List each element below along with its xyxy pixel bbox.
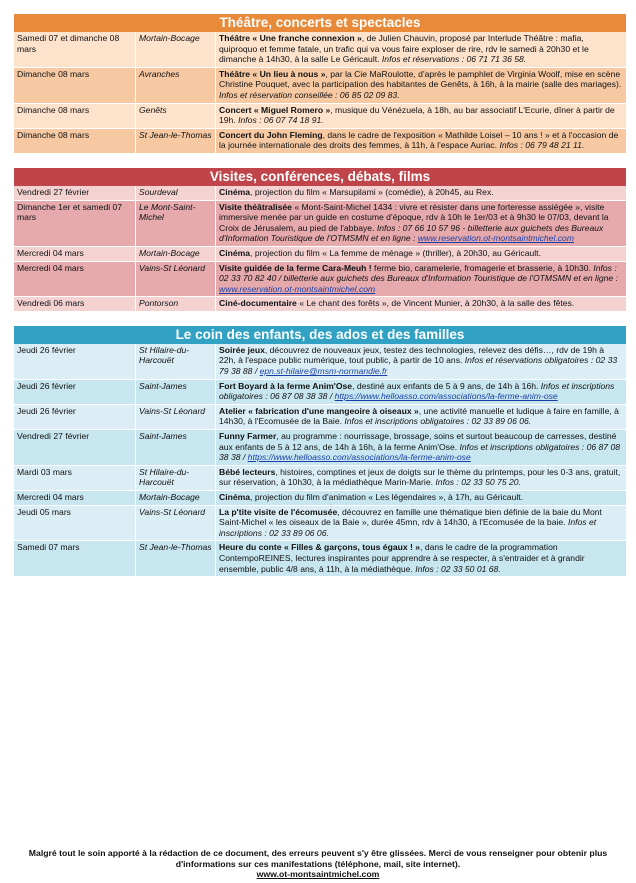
- event-description: [216, 67, 627, 103]
- event-date: Jeudi 26 février: [14, 344, 136, 379]
- event-row: [14, 491, 626, 506]
- section-title: Théâtre, concerts et spectacles: [14, 14, 626, 32]
- event-row: [14, 297, 626, 312]
- event-place: Vains-St Léonard: [136, 261, 216, 297]
- event-text: , par la Cie MaRoulotte, d'après le pamphlet de Virginia Woolf, mise en scène Christine Pouquet, avec la participation des habitantes de Genêts, à 16h, à la mairie (salle des mariages).: [219, 68, 622, 90]
- section-title: Visites, conférences, débats, films: [14, 168, 626, 186]
- event-title: Cinéma: [219, 186, 251, 197]
- event-info: Infos et inscriptions obligatoires : 06 87 08 38 38 /: [219, 441, 621, 463]
- event-title: Concert du John Fleming: [219, 129, 323, 140]
- event-text: , projection du film d'animation « Les légendaires », à 17h, au Géricault.: [250, 492, 524, 502]
- event-title: Soirée jeux: [219, 344, 265, 355]
- event-description: [216, 465, 627, 490]
- event-date: Jeudi 26 février: [14, 379, 136, 404]
- event-description: [216, 541, 627, 577]
- event-place: St Hilaire-du-Harcouët: [136, 344, 216, 379]
- event-title: Concert « Miguel Romero »: [219, 104, 331, 115]
- event-place: St Jean-le-Thomas: [136, 128, 216, 153]
- event-date: Dimanche 08 mars: [14, 103, 136, 128]
- event-title: Atelier « fabrication d'une mangeoire à oiseaux »: [219, 405, 419, 416]
- event-row: [14, 186, 626, 200]
- event-date: Mardi 03 mars: [14, 465, 136, 490]
- event-place: Vains-St Léonard: [136, 404, 216, 429]
- event-link[interactable]: https://www.helloasso.com/associations/la-ferme-anim-ose: [247, 452, 471, 463]
- event-description: [216, 430, 627, 466]
- event-place: St Hilaire-du-Harcouët: [136, 465, 216, 490]
- event-place: Saint-James: [136, 379, 216, 404]
- section-enfants: [14, 326, 626, 577]
- event-row: [14, 32, 626, 67]
- event-row: [14, 541, 626, 577]
- event-title: Cinéma: [219, 247, 251, 258]
- event-row: [14, 505, 626, 541]
- event-text: , une activité manuelle et ludique à faire en famille, à 14h30, à l'Ecomusée de la Baie.: [219, 405, 619, 427]
- event-text: , destiné aux enfants de 5 à 9 ans, de 14h à 16h.: [352, 380, 539, 391]
- program-page: [14, 14, 626, 591]
- event-row: [14, 261, 626, 297]
- event-description: [216, 246, 627, 261]
- event-description: [216, 297, 627, 312]
- event-date: Mercredi 04 mars: [14, 491, 136, 506]
- section-theatre: [14, 14, 626, 154]
- events-table: [14, 344, 626, 577]
- event-date: Vendredi 27 février: [14, 430, 136, 466]
- event-info: Infos et inscriptions obligatoires : 02 33 89 06 06.: [342, 416, 532, 427]
- event-text: , de Julien Chauvin, proposé par Interlude Théâtre : mafia, quiproquo et femme fatale, un trafic qui va vous faire exploser de rire, rdv le samedi à 20h30 et le dimanche à 14h30, à la salle Le Géricault.: [219, 33, 589, 65]
- event-row: [14, 246, 626, 261]
- event-link[interactable]: www.reservation.ot-montsaintmichel.com: [219, 283, 376, 294]
- event-row: [14, 430, 626, 466]
- event-date: Jeudi 26 février: [14, 404, 136, 429]
- event-description: [216, 344, 627, 379]
- event-description: [216, 505, 627, 541]
- event-date: Vendredi 06 mars: [14, 297, 136, 312]
- event-row: [14, 200, 626, 246]
- event-info: Infos et réservations obligatoires : 02 33 79 38 88 /: [219, 355, 618, 377]
- event-place: Mortain-Bocage: [136, 246, 216, 261]
- event-place: Mortain-Bocage: [136, 32, 216, 67]
- event-text: , dans le cadre de l'exposition « Mathilde Loisel – 10 ans ! » et à l'occasion de la journée internationale des droits des femmes, à 11h, à l'espace Auriac.: [219, 129, 619, 151]
- event-place: St Jean-le-Thomas: [136, 541, 216, 577]
- event-date: Vendredi 27 février: [14, 186, 136, 200]
- event-row: [14, 103, 626, 128]
- event-description: [216, 200, 627, 246]
- event-place: Pontorson: [136, 297, 216, 312]
- event-description: [216, 32, 627, 67]
- event-description: [216, 186, 627, 200]
- event-title: Fort Boyard à la ferme Anim'Ose: [219, 380, 353, 391]
- event-row: [14, 465, 626, 490]
- event-text: , dans le cadre de la programmation ContempoREINES, lectures inspirantes pour apprendre à se respecter, à s'entraider et à grandir ensemble, public 4/8 ans, à 11h, à la médiathèque.: [219, 542, 585, 574]
- event-date: Jeudi 05 mars: [14, 505, 136, 541]
- event-info: Infos : 02 33 70 82 40 / billetterie aux guichets des Bureaux d'Information Touristique de l'OTMSMN et en ligne :: [219, 262, 618, 284]
- event-title: Bébé lecteurs: [219, 466, 276, 477]
- footer-disclaimer: Malgré tout le soin apporté à la rédaction de ce document, des erreurs peuvent s'y être glissées. Merci de vous renseigner pour obtenir plus d'informations sur ces manifestations (téléphone, mail, site internet).: [28, 848, 608, 869]
- footer-website-link[interactable]: www.ot-montsaintmichel.com: [256, 869, 380, 879]
- event-description: [216, 128, 627, 153]
- event-text: « Mont-Saint-Michel 1434 : vivre et résister dans une forteresse assiégée », visite immersive menée par un guide en costume d'époque, rdv à 10h le 1er/03 et à 9h30 le 07/03, devant la Croix de Jérusalem, au pied de l'abbaye.: [219, 201, 609, 233]
- event-row: [14, 344, 626, 379]
- event-title: Visite guidée de la ferme Cara-Meuh !: [219, 262, 372, 273]
- footer: [20, 848, 616, 880]
- event-link[interactable]: epn.st-hilaire@msm-normandie.fr: [259, 366, 388, 377]
- event-info: Infos : 06 79 48 21 11.: [497, 140, 585, 151]
- event-date: Samedi 07 et dimanche 08 mars: [14, 32, 136, 67]
- event-title: Visite théâtralisée: [219, 201, 292, 212]
- event-title: La p'tite visite de l'écomusée: [219, 506, 338, 517]
- event-date: Dimanche 08 mars: [14, 128, 136, 153]
- event-info: Infos et réservations : 06 71 71 36 58.: [379, 54, 527, 65]
- event-link[interactable]: www.reservation.ot-montsaintmichel.com: [417, 233, 574, 244]
- event-text: ferme bio, caramelerie, fromagerie et brasserie, à 10h30.: [371, 262, 591, 273]
- event-text: , découvrez de nouveaux jeux, testez des technologies, relevez des défis…, rdv de 19h à 22h, à l'espace public numérique, tout public, à partir de 10 ans.: [219, 344, 605, 366]
- event-info: Infos et inscriptions : 02 33 89 06 06.: [219, 517, 597, 538]
- event-description: [216, 261, 627, 297]
- event-title: Heure du conte « Filles & garçons, tous égaux ! »: [219, 542, 421, 553]
- event-place: Saint-James: [136, 430, 216, 466]
- event-title: Ciné-documentaire: [219, 298, 297, 309]
- event-place: Mortain-Bocage: [136, 491, 216, 506]
- event-date: Dimanche 1er et samedi 07 mars: [14, 200, 136, 246]
- event-row: [14, 128, 626, 153]
- event-description: [216, 103, 627, 128]
- event-row: [14, 67, 626, 103]
- event-text: , musique du Vénézuela, à 18h, au bar associatif L'Ecurie, dîner à partir de 19h.: [219, 104, 615, 126]
- section-visites: [14, 168, 626, 312]
- event-place: Sourdeval: [136, 186, 216, 200]
- event-info: Infos : 06 07 74 18 91.: [235, 115, 324, 126]
- event-date: Dimanche 08 mars: [14, 67, 136, 103]
- event-description: [216, 491, 627, 506]
- event-place: Vains-St Léonard: [136, 505, 216, 541]
- event-text: , projection du film « Marsupilami » (comédie), à 20h45, au Rex.: [250, 186, 494, 197]
- event-link[interactable]: https://www.helloasso.com/associations/la-ferme-anim-ose: [334, 391, 558, 402]
- event-description: [216, 404, 627, 429]
- event-info: Infos : 02 33 50 75 20.: [433, 477, 521, 488]
- event-date: Mercredi 04 mars: [14, 261, 136, 297]
- event-row: [14, 379, 626, 404]
- event-title: Théâtre « Une franche connexion »: [219, 33, 362, 43]
- event-text: , découvrez en famille une thématique bien définie de la baie du Mont Saint-Michel « les oiseaux de la Baie », durée 45mn, rdv à 14h30, à l'Ecomusée de la baie.: [219, 506, 602, 528]
- event-text: , projection du film « La femme de ménage » (thriller), à 20h30, au Géricault.: [250, 247, 541, 258]
- event-date: Mercredi 04 mars: [14, 246, 136, 261]
- event-info: Infos et réservation conseillée : 06 85 02 09 83.: [219, 89, 400, 100]
- event-date: Samedi 07 mars: [14, 541, 136, 577]
- event-title: Théâtre « Un lieu à nous »: [219, 68, 326, 79]
- event-description: [216, 379, 627, 404]
- event-place: Le Mont-Saint-Michel: [136, 200, 216, 246]
- events-table: [14, 186, 626, 312]
- event-text: , au programme : nourrissage, brossage, soins et surtout beaucoup de carresses, destiné aux enfants de 5 à 12 ans, de 14h à 16h, à la ferme Anim'Ose.: [219, 431, 617, 452]
- section-title: Le coin des enfants, des ados et des familles: [14, 326, 626, 344]
- event-title: Cinéma: [219, 492, 251, 502]
- event-place: Avranches: [136, 67, 216, 103]
- event-info: Infos et inscriptions obligatoires : 06 87 08 38 38 /: [219, 380, 615, 402]
- event-place: Genêts: [136, 103, 216, 128]
- event-row: [14, 404, 626, 429]
- event-info: Infos : 07 66 10 57 96 - billetterie aux guichets des Bureaux d'Information Touristique de l'OTMSMN et en ligne :: [219, 222, 604, 244]
- events-table: [14, 32, 626, 154]
- event-info: Infos : 02 33 50 01 68.: [412, 563, 501, 574]
- event-text: « Le chant des forêts », de Vincent Munier, à 20h30, à la salle des fêtes.: [296, 298, 575, 309]
- event-title: Funny Farmer: [219, 431, 277, 442]
- event-text: , histoires, comptines et jeux de doigts sur le thème du printemps, pour les 0-3 ans, gratuit, sur réservation, à 10h30, à la médiathèque Marin-Marie.: [219, 466, 621, 488]
